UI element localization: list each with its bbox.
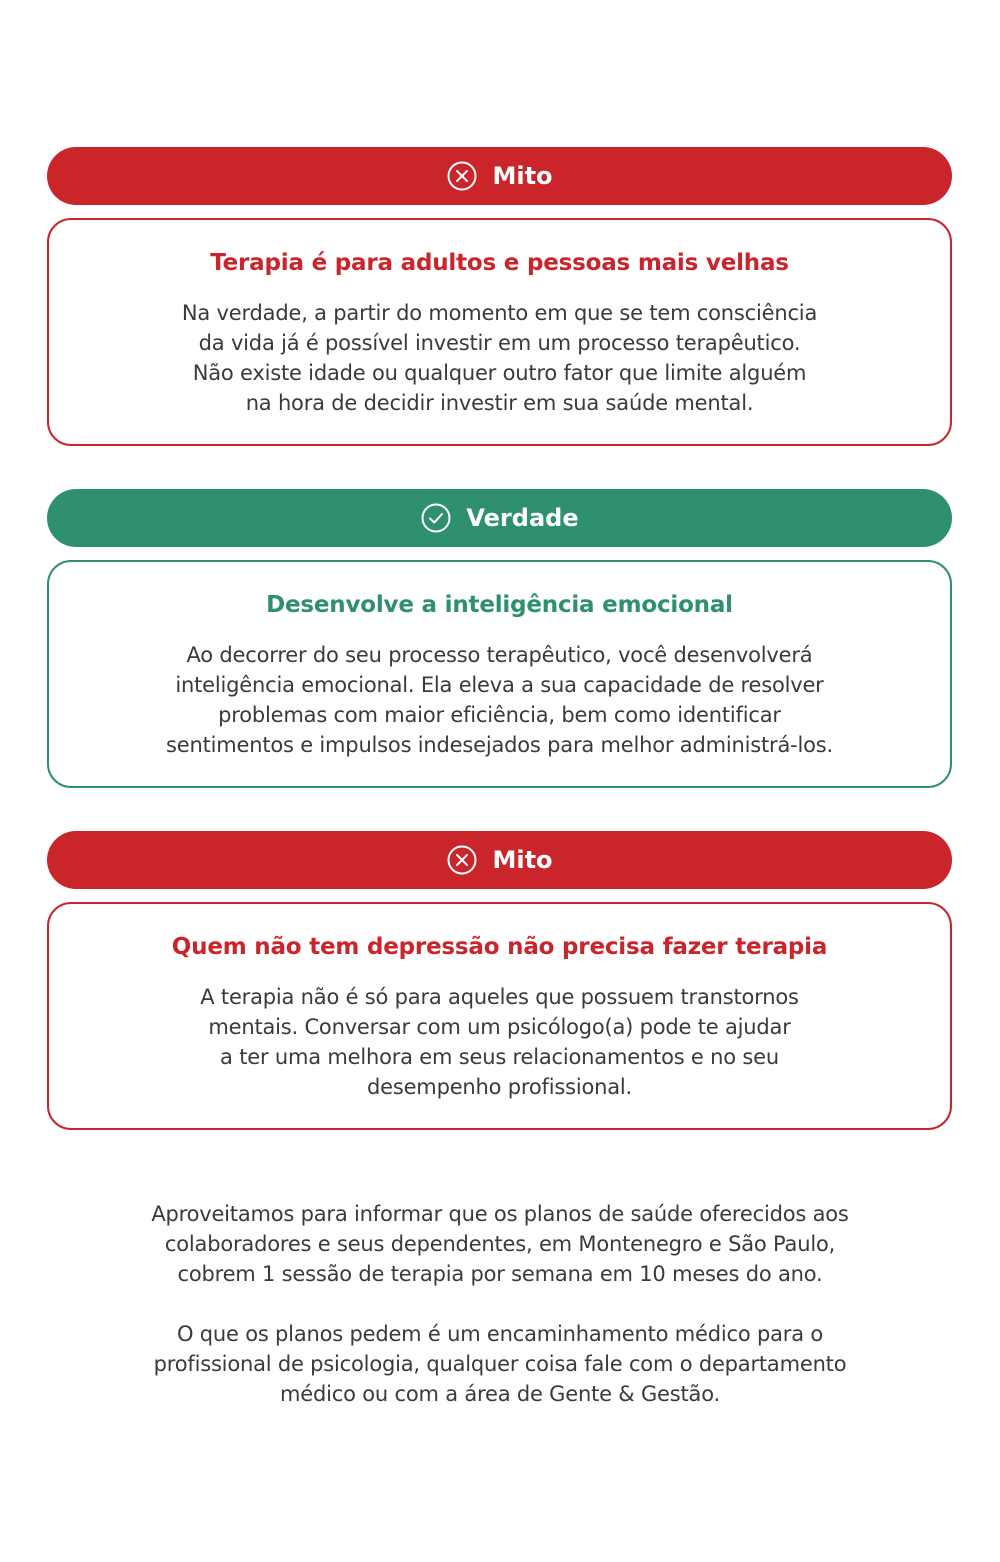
myth-card-1	[47, 147, 952, 446]
footer-line: cobrem 1 sessão de terapia por semana em 10 meses do ano.	[177, 1262, 823, 1286]
myth-banner	[47, 831, 952, 889]
body-line: mentais. Conversar com um psicólogo(a) pode te ajudar	[208, 1015, 791, 1039]
footer-paragraph-health-plans	[40, 1199, 960, 1289]
card-body	[49, 982, 950, 1102]
body-line: Na verdade, a partir do momento em que se tem consciência	[181, 301, 818, 325]
card-title: Terapia é para adultos e pessoas mais velhas	[210, 250, 789, 276]
body-line: desempenho profissional.	[367, 1075, 632, 1099]
myth-content-box	[47, 218, 952, 446]
footer-paragraph-referral	[40, 1319, 960, 1409]
myth-banner	[47, 147, 952, 205]
x-circle-icon	[446, 160, 478, 192]
truth-content-box	[47, 560, 952, 788]
footer-info	[40, 1199, 960, 1409]
body-line: inteligência emocional. Ela eleva a sua capacidade de resolver	[175, 673, 824, 697]
card-title: Quem não tem depressão não precisa fazer terapia	[171, 934, 828, 960]
body-line: na hora de decidir investir em sua saúde mental.	[245, 391, 754, 415]
truth-card	[47, 489, 952, 788]
footer-line: Aproveitamos para informar que os planos de saúde oferecidos aos	[151, 1202, 849, 1226]
x-circle-icon	[446, 844, 478, 876]
banner-label: Mito	[492, 846, 553, 874]
myth-content-box	[47, 902, 952, 1130]
banner-label: Verdade	[466, 504, 579, 532]
check-circle-icon	[420, 502, 452, 534]
body-line: problemas com maior eficiência, bem como identificar	[218, 703, 781, 727]
myth-card-2	[47, 831, 952, 1130]
body-line: Não existe idade ou qualquer outro fator que limite alguém	[192, 361, 807, 385]
banner-label: Mito	[492, 162, 553, 190]
body-line: Ao decorrer do seu processo terapêutico, você desenvolverá	[186, 643, 813, 667]
body-line: da vida já é possível investir em um processo terapêutico.	[198, 331, 801, 355]
body-line: sentimentos e impulsos indesejados para melhor administrá-los.	[166, 733, 833, 757]
card-body	[49, 640, 950, 760]
body-line: a ter uma melhora em seus relacionamentos e no seu	[220, 1045, 779, 1069]
truth-banner	[47, 489, 952, 547]
card-body	[49, 298, 950, 418]
body-line: A terapia não é só para aqueles que possuem transtornos	[200, 985, 799, 1009]
footer-line: médico ou com a área de Gente & Gestão.	[280, 1382, 720, 1406]
footer-line: colaboradores e seus dependentes, em Montenegro e São Paulo,	[164, 1232, 836, 1256]
footer-line: O que os planos pedem é um encaminhamento médico para o	[176, 1322, 824, 1346]
footer-line: profissional de psicologia, qualquer coisa fale com o departamento	[153, 1352, 847, 1376]
card-title: Desenvolve a inteligência emocional	[266, 592, 733, 618]
